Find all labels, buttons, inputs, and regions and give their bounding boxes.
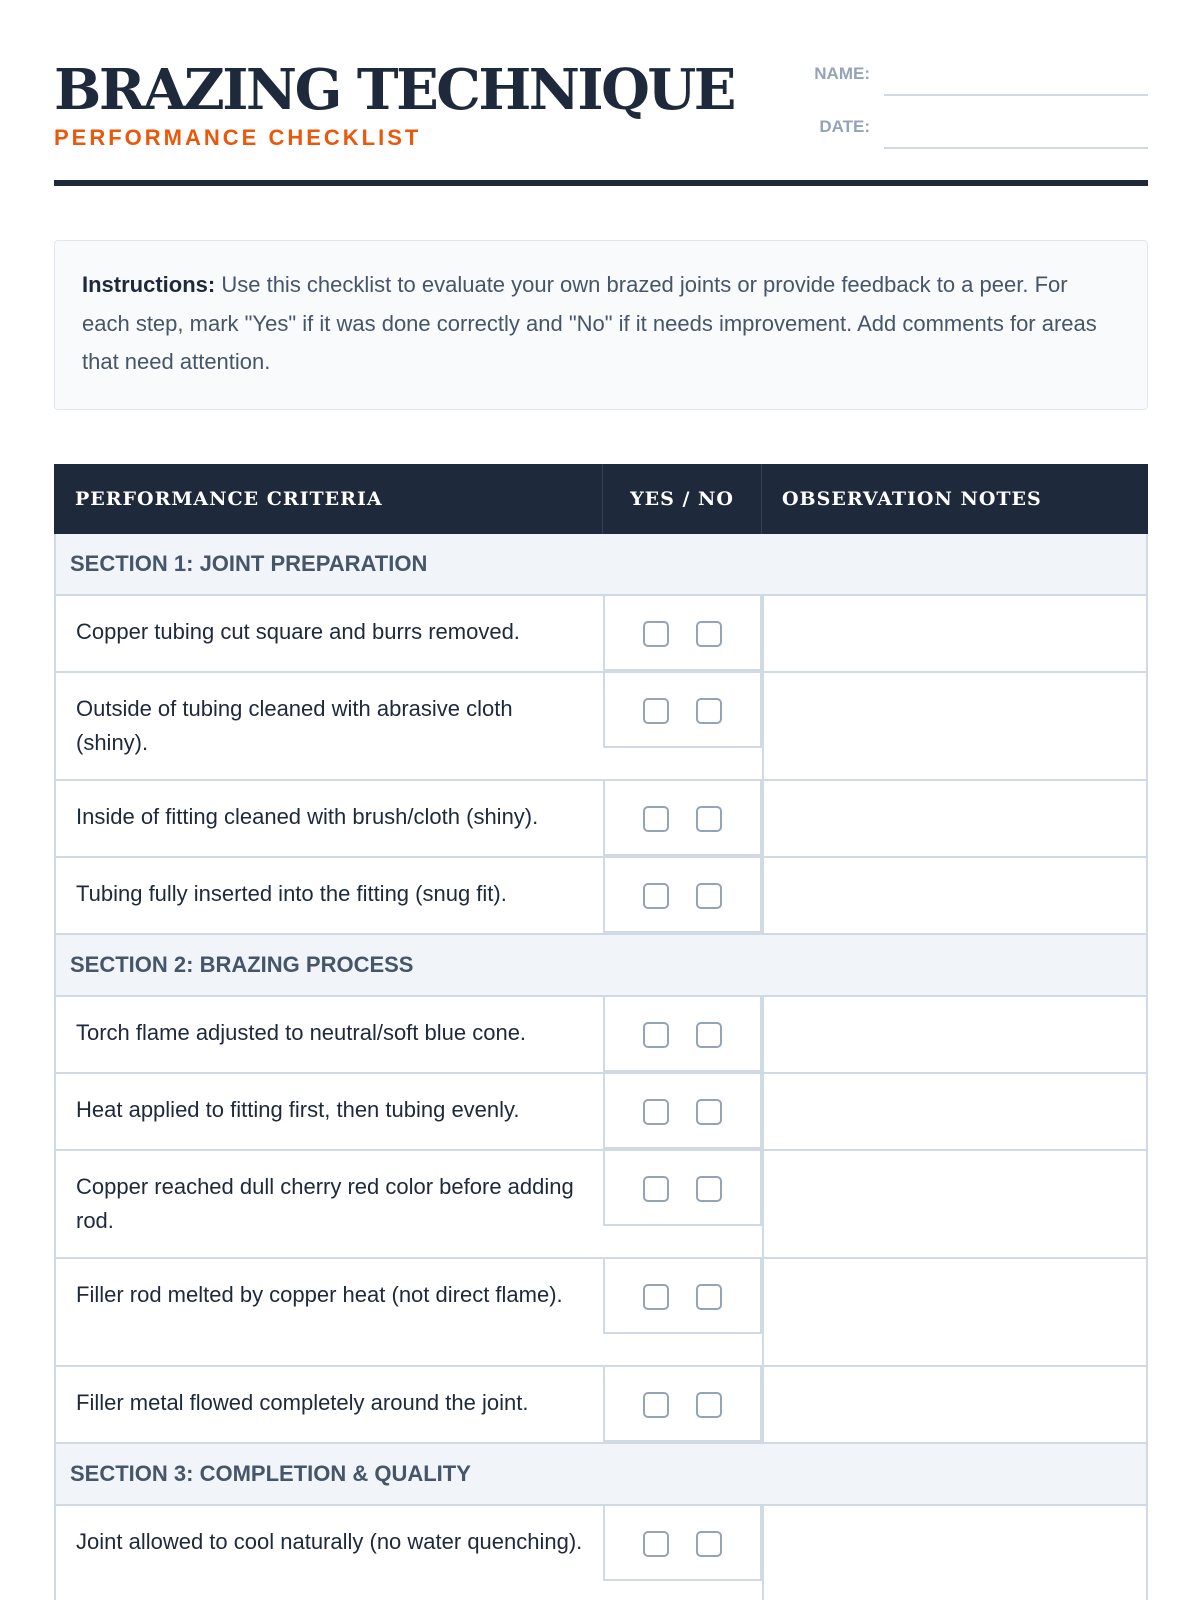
yes-no-cell [603,1151,762,1257]
table-row [56,596,1146,673]
checklist-table [54,464,1148,1600]
no-checkbox[interactable] [696,698,722,724]
no-checkbox[interactable] [696,1099,722,1125]
date-line [884,147,1148,149]
yes-checkbox[interactable] [643,1022,669,1048]
date-field[interactable] [724,109,1148,149]
observation-notes-cell[interactable] [762,1151,1146,1257]
yes-checkbox[interactable] [643,1392,669,1418]
name-line [884,94,1148,96]
yes-checkbox[interactable] [643,1531,669,1557]
section-header: SECTION 1: JOINT PREPARATION [56,534,1146,596]
table-row [56,673,1146,781]
criteria-text: Heat applied to fitting first, then tubing evenly. [76,1097,520,1122]
yes-checkbox[interactable] [643,883,669,909]
yes-no-cell [603,1259,762,1365]
observation-notes-cell[interactable] [762,1506,1146,1600]
criteria-text: Outside of tubing cleaned with abrasive cloth (shiny). [76,696,513,755]
yes-no-cell [603,858,762,933]
yes-no-cell [603,1074,762,1149]
yes-no-cell [603,1506,762,1600]
criteria-text: Inside of fitting cleaned with brush/cloth (shiny). [76,804,539,829]
criteria-text: Tubing fully inserted into the fitting (snug fit). [76,881,507,906]
page-title: BRAZING TECHNIQUE [54,57,734,123]
section-header: SECTION 3: COMPLETION & QUALITY [56,1444,1146,1506]
yes-no-cell [603,673,762,779]
yes-checkbox[interactable] [643,698,669,724]
table-row [56,997,1146,1074]
criteria-text: Filler rod melted by copper heat (not direct flame). [76,1282,563,1307]
header-criteria: PERFORMANCE CRITERIA [54,464,603,534]
yes-checkbox[interactable] [643,1099,669,1125]
observation-notes-cell[interactable] [762,673,1146,779]
no-checkbox[interactable] [696,1022,722,1048]
instructions-box [54,240,1148,410]
table-row [56,1074,1146,1151]
table-row [56,1367,1146,1444]
observation-notes-cell[interactable] [762,596,1146,671]
yes-no-cell [603,596,762,671]
observation-notes-cell[interactable] [762,781,1146,856]
table-row [56,781,1146,858]
yes-checkbox[interactable] [643,621,669,647]
name-label: NAME: [814,64,870,83]
observation-notes-cell[interactable] [762,1259,1146,1365]
criteria-text: Copper reached dull cherry red color before adding rod. [76,1174,574,1233]
yes-no-cell [603,1367,762,1442]
table-row [56,1151,1146,1259]
criteria-text: Torch flame adjusted to neutral/soft blue cone. [76,1020,527,1045]
yes-no-cell [603,781,762,856]
yes-checkbox[interactable] [643,1284,669,1310]
name-field[interactable] [724,56,1148,96]
header-yes-no: YES / NO [603,464,762,534]
no-checkbox[interactable] [696,621,722,647]
yes-checkbox[interactable] [643,1176,669,1202]
no-checkbox[interactable] [696,1392,722,1418]
instructions-lead: Instructions: [82,272,216,297]
header-divider [54,180,1148,186]
instructions-text: Use this checklist to evaluate your own brazed joints or provide feedback to a peer. For each step, mark "Yes" if it was done correctly and "No" if it needs improvement. Add comments for areas that need attention. [82,272,1097,374]
no-checkbox[interactable] [696,1284,722,1310]
observation-notes-cell[interactable] [762,997,1146,1072]
table-row [56,1259,1146,1367]
table-row [56,1506,1146,1600]
page-subtitle: PERFORMANCE CHECKLIST [54,125,422,150]
table-header [54,464,1148,534]
no-checkbox[interactable] [696,1176,722,1202]
observation-notes-cell[interactable] [762,1367,1146,1442]
observation-notes-cell[interactable] [762,1074,1146,1149]
yes-checkbox[interactable] [643,806,669,832]
criteria-text: Copper tubing cut square and burrs removed. [76,619,520,644]
criteria-text: Joint allowed to cool naturally (no water quenching). [76,1529,583,1554]
yes-no-cell [603,997,762,1072]
no-checkbox[interactable] [696,806,722,832]
date-label: DATE: [819,117,870,136]
section-header: SECTION 2: BRAZING PROCESS [56,935,1146,997]
criteria-text: Filler metal flowed completely around the joint. [76,1390,529,1415]
observation-notes-cell[interactable] [762,858,1146,933]
no-checkbox[interactable] [696,1531,722,1557]
page-header [54,56,1148,186]
no-checkbox[interactable] [696,883,722,909]
header-notes: OBSERVATION NOTES [782,488,1042,510]
table-row [56,858,1146,935]
